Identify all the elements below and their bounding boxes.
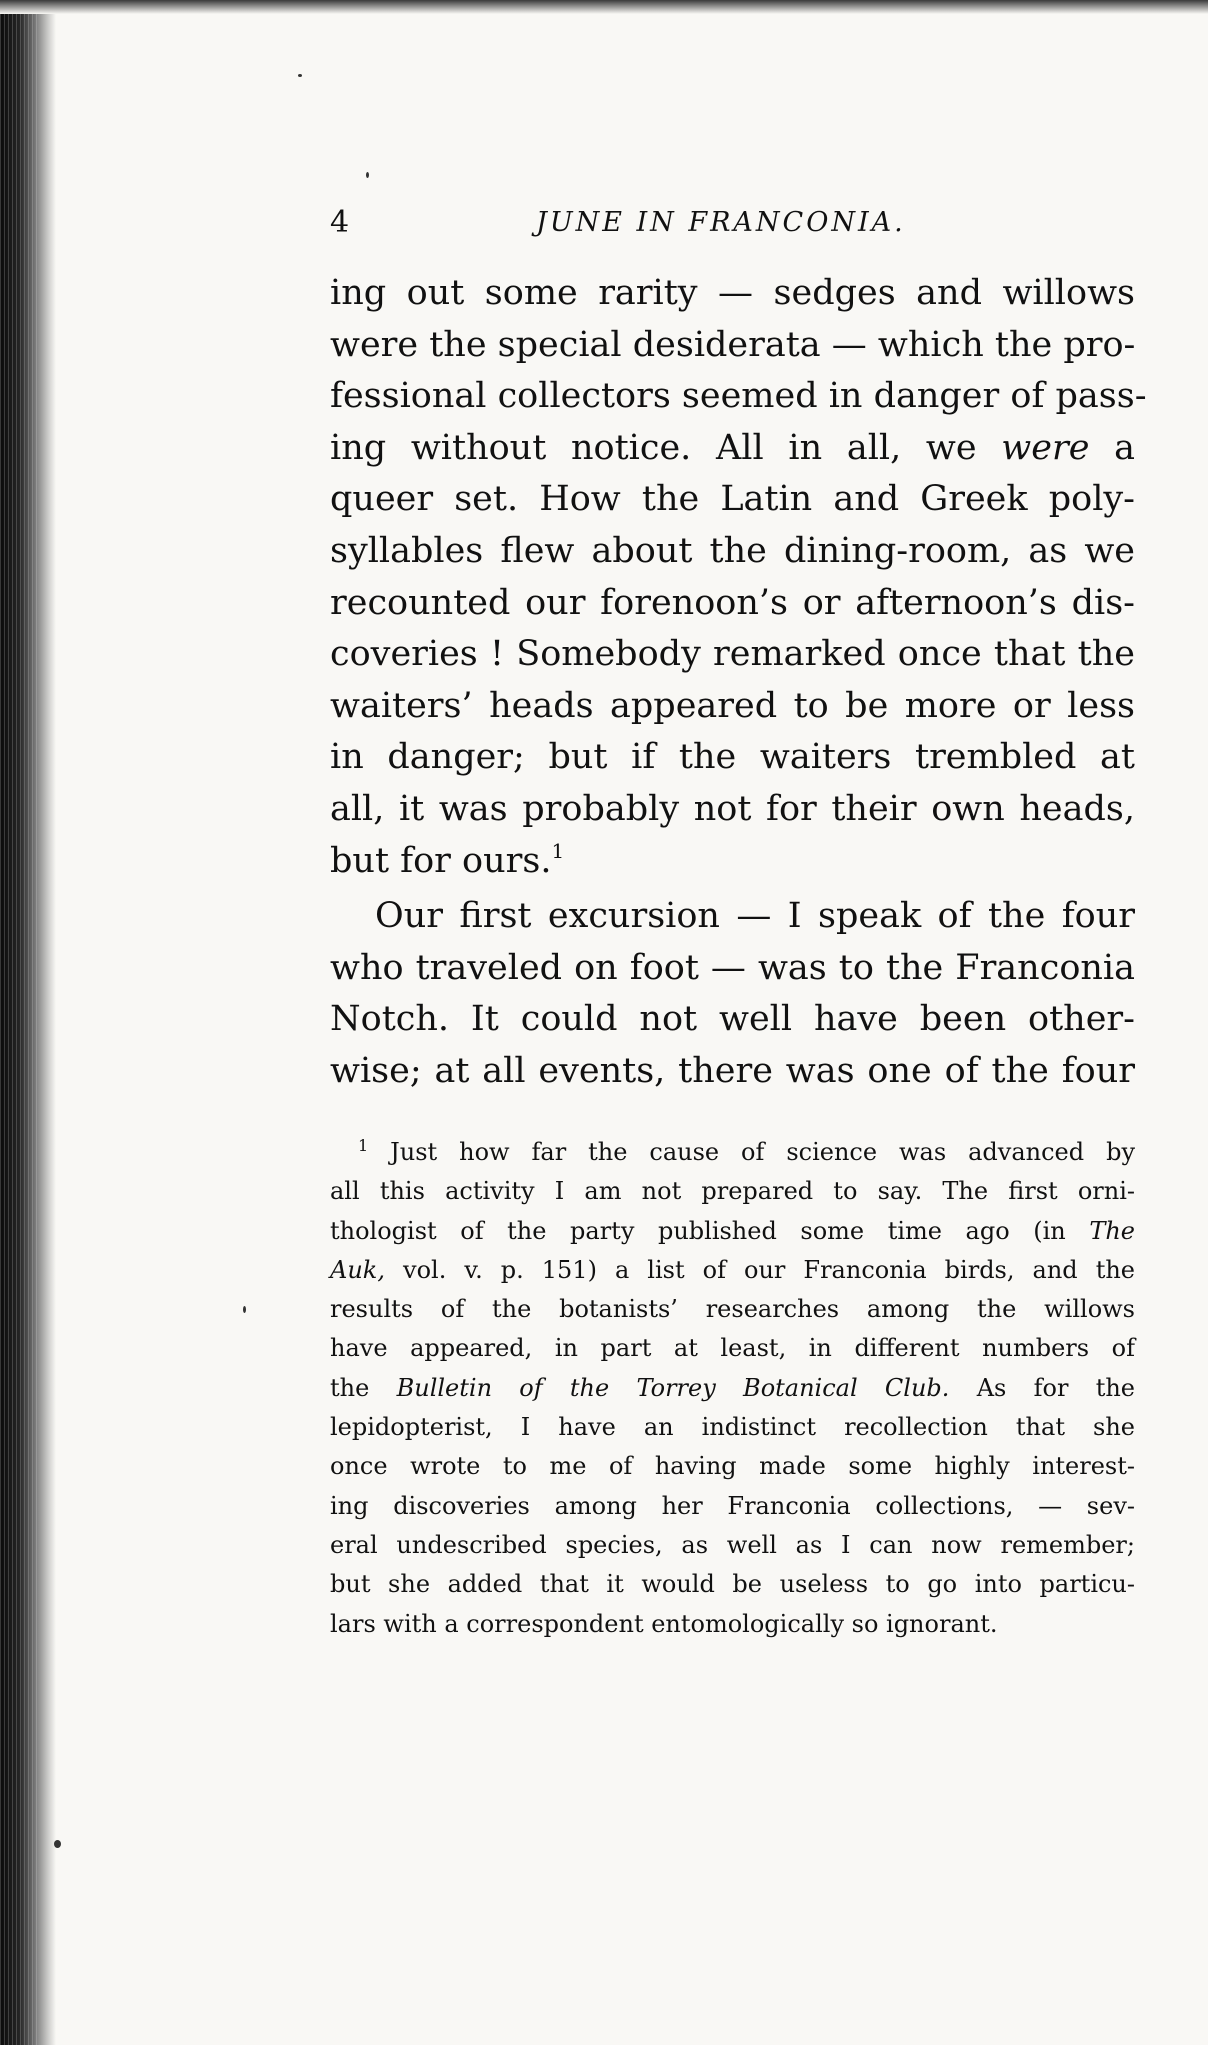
footnote-line <box>330 1251 1135 1290</box>
footnote-line <box>330 1212 1135 1251</box>
footnote-line: ing discoveries among her Franconia collections, — sev- <box>330 1491 1135 1520</box>
ink-speck <box>243 1306 246 1313</box>
body-text <box>330 268 1147 1098</box>
running-head <box>330 203 1110 243</box>
paragraph-start: Our first excursion — I speak of the four <box>375 896 1135 937</box>
body-line: all, it was probably not for their own heads, <box>330 788 1135 829</box>
body-line-text: but for ours. <box>330 840 552 881</box>
footnote-line-text: thologist of the party published some time ago (in <box>330 1216 1090 1245</box>
footnote-mark: 1 <box>358 1136 369 1155</box>
footnote-line-text: Just how far the cause of science was advanced by <box>368 1138 1135 1166</box>
body-line <box>330 836 1135 888</box>
page-number: 4 <box>330 205 350 240</box>
footnote-line-end: As for the <box>949 1373 1136 1402</box>
binding-edge <box>0 0 40 2045</box>
footnote-line <box>330 1133 1135 1172</box>
body-line: coveries ! Somebody remarked once that the <box>330 634 1135 675</box>
footnote-reference: 1 <box>551 838 565 863</box>
footnote-line: all this activity I am not prepared to say. The first orni- <box>330 1177 1135 1206</box>
footnote <box>330 1133 1135 1644</box>
body-line: syllables flew about the dining-room, as we <box>330 530 1135 571</box>
footnote-line: eral undescribed species, as well as I can now remember; <box>330 1530 1135 1559</box>
footnote-line: but she added that it would be useless to go into particu- <box>330 1570 1135 1599</box>
italic-title: Bulletin of the Torrey Botanical Club. <box>396 1373 950 1402</box>
body-line: Notch. It could not well have been other- <box>330 999 1135 1040</box>
body-line: who traveled on foot — was to the Franconia <box>330 947 1135 988</box>
body-line: wise; at all events, there was one of the four <box>330 1050 1135 1091</box>
italic-title: The <box>1089 1216 1135 1245</box>
footnote-line: results of the botanists’ researches among the willows <box>330 1295 1135 1324</box>
body-line: in danger; but if the waiters trembled at <box>330 737 1135 778</box>
footnote-line: once wrote to me of having made some highly interest- <box>330 1452 1135 1481</box>
body-line-text: ing without notice. All in all, we <box>330 427 1002 468</box>
italic-word: were <box>1001 427 1090 468</box>
italic-title: Auk, <box>330 1255 385 1284</box>
body-line <box>330 423 1135 475</box>
footnote-line: lars with a correspondent entomologically so ignorant. <box>330 1609 998 1638</box>
body-line: ing out some rarity — sedges and willows <box>330 273 1135 313</box>
footnote-line-text: vol. v. p. 151) a list of our Franconia birds, and the <box>403 1255 1135 1284</box>
body-line-end: a <box>1089 427 1135 468</box>
footnote-line-text: the <box>330 1373 397 1402</box>
footnote-line: have appeared, in part at least, in different numbers of <box>330 1334 1135 1363</box>
body-line: were the special desiderata — which the pro- <box>330 324 1136 365</box>
top-edge-shadow <box>0 0 1208 14</box>
body-line: recounted our forenoon’s or afternoon’s dis- <box>330 582 1135 623</box>
body-line: queer set. How the Latin and Greek poly- <box>330 479 1135 520</box>
running-title: JUNE IN FRANCONIA. <box>536 207 906 238</box>
footnote-line <box>330 1369 1135 1408</box>
body-line: fessional collectors seemed in danger of pass- <box>330 376 1147 417</box>
ink-speck <box>54 1840 61 1848</box>
footnote-line: lepidopterist, I have an indistinct recollection that she <box>330 1413 1135 1442</box>
ink-speck <box>298 74 302 77</box>
body-line: waiters’ heads appeared to be more or less <box>330 685 1135 726</box>
ink-speck <box>366 172 369 178</box>
